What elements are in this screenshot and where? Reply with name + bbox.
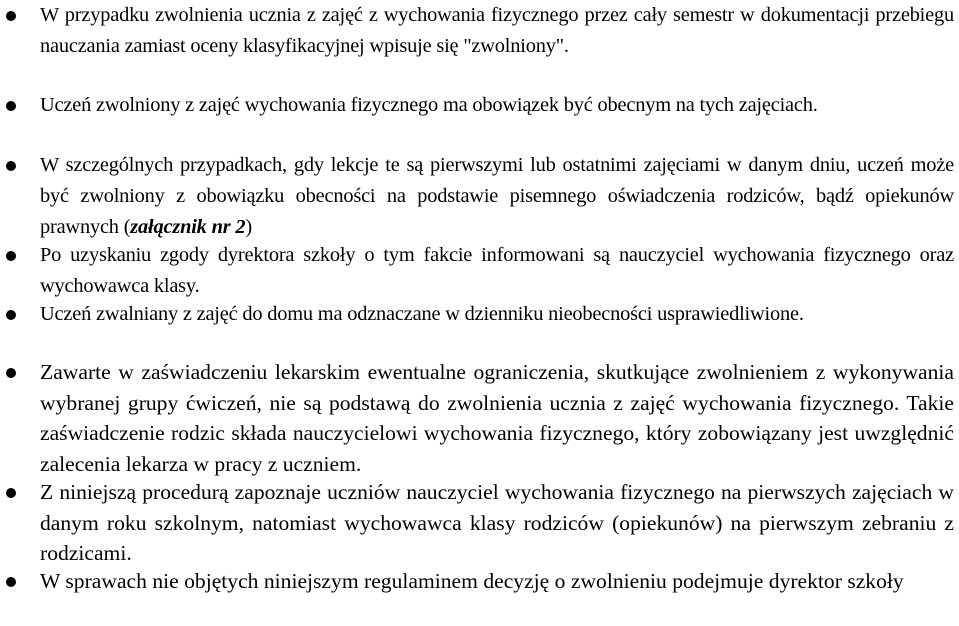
- list-item-line: ): [245, 216, 252, 238]
- list-item: [40, 477, 954, 569]
- list-item: [40, 150, 954, 243]
- list-item-line: fizycznego, który zobowiązany jest uwzględnić zalecenia lekarza w pracy z uczniem.: [40, 421, 954, 476]
- bullet-icon: [6, 488, 16, 498]
- list-item-line: Z niniejszą procedurą zapoznaje uczniów nauczyciel wychowania fizycznego na: [40, 480, 742, 504]
- attachment-reference: załącznik nr 2: [130, 216, 246, 238]
- bullet-icon: [6, 11, 16, 21]
- bullet-icon: [6, 161, 16, 171]
- list-item-line: wychowania fizycznego oraz wychowawca klasy.: [40, 244, 954, 297]
- list-item-line: dyrektor szkoły: [768, 569, 904, 593]
- list-item-line: wychowania fizycznego. Takie zaświadczenie rodzic składa nauczycielowi wychowania: [40, 390, 955, 445]
- list-item-line: pierwszych zajęciach w danym roku szkolnym, natomiast wychowawca klasy rodziców: [40, 480, 954, 535]
- list-item: [40, 299, 954, 330]
- list-item: [40, 90, 954, 121]
- bullet-icon: [6, 577, 16, 587]
- list-item-line: dokumentacji przebiegu nauczania zamiast oceny klasyfikacyjnej wpisuje się: [40, 4, 954, 57]
- bullet-icon: [6, 310, 16, 320]
- list-item: [40, 357, 954, 479]
- list-item-line: W przypadku zwolnienia ucznia z zajęć z wychowania fizycznego przez cały semestr w: [40, 4, 755, 26]
- list-item-line: "zwolniony".: [463, 35, 569, 57]
- list-item-line: (opiekunów) na pierwszym zebraniu z rodzicami.: [40, 510, 955, 565]
- list-item-line: Uczeń zwolniony z zajęć wychowania fizycznego ma obowiązek być obecnym na tych: [40, 94, 734, 116]
- list-item-line: zajęciach.: [738, 94, 818, 116]
- bullet-icon: [6, 101, 16, 111]
- list-item-line: Po uzyskaniu zgody dyrektora szkoły o tym fakcie informowani są nauczyciel: [40, 244, 705, 266]
- bullet-icon: [6, 251, 16, 261]
- list-item-line: oświadczenia rodziców, bądź opiekunów prawnych (: [40, 185, 954, 238]
- list-item: [40, 240, 954, 302]
- list-item-line: Uczeń zwalniany z zajęć do domu ma odznaczane w dzienniku nieobecności: [40, 303, 653, 325]
- list-item: [40, 566, 954, 597]
- list-item-line: Zawarte w zaświadczeniu lekarskim ewentualne ograniczenia, skutkujące zwolnieniem z: [40, 360, 826, 384]
- list-item: [40, 0, 954, 62]
- list-item-line: W sprawach nie objętych niniejszym regulaminem decyzję o zwolnieniu podejmuje: [40, 569, 764, 593]
- list-item-line: danym dniu, uczeń może być zwolniony z obowiązku obecności na podstawie pisemnego: [40, 154, 954, 207]
- list-item-line: W szczególnych przypadkach, gdy lekcje te są pierwszymi lub ostatnimi zajęciami w: [40, 154, 742, 176]
- list-item-line: usprawiedliwione.: [657, 303, 804, 325]
- list-item-line: wykonywania wybranej grupy ćwiczeń, nie są podstawą do zwolnienia ucznia z zajęć: [40, 360, 954, 415]
- bullet-icon: [6, 368, 16, 378]
